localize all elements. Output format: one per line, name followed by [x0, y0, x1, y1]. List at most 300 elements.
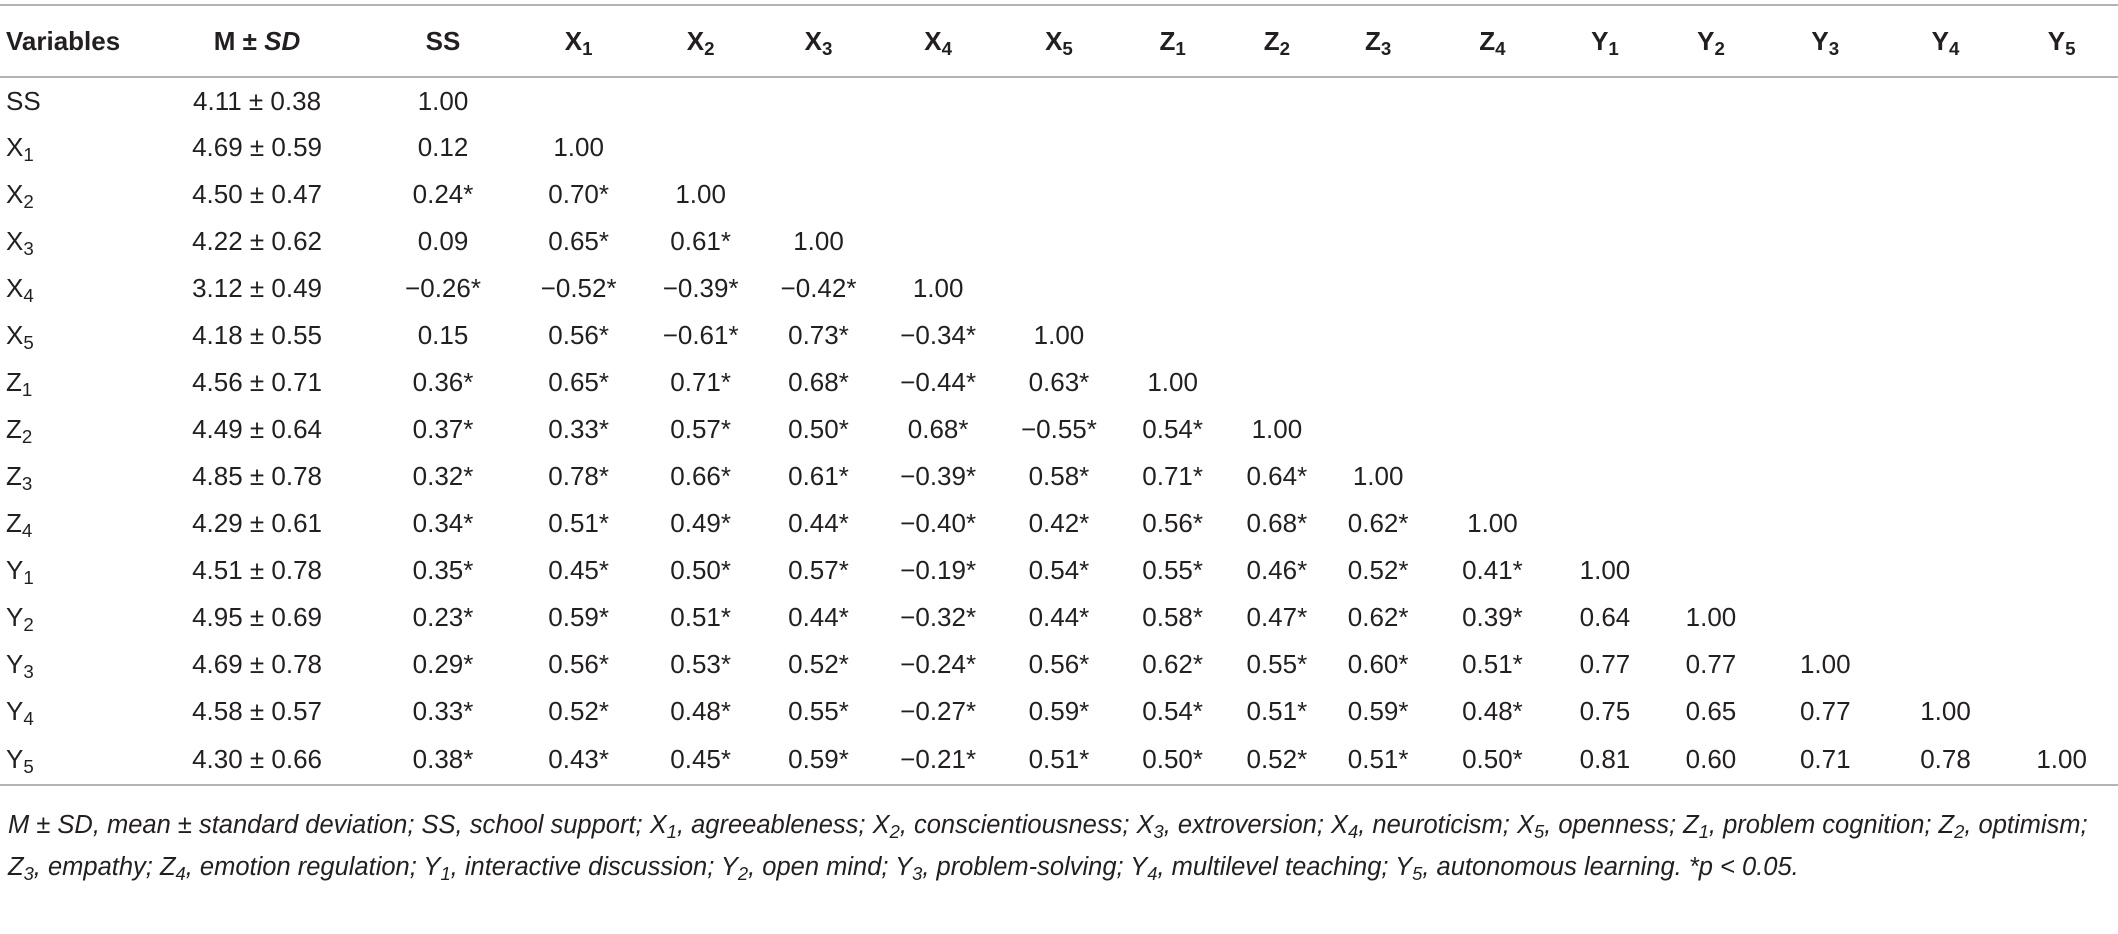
column-header-subscript: 1 — [1175, 37, 1186, 59]
variable-subscript: 1 — [23, 144, 34, 166]
correlation-cell: 0.65* — [548, 367, 609, 397]
empty-cell — [1765, 265, 1886, 312]
empty-cell — [1657, 500, 1765, 547]
empty-cell — [1657, 312, 1765, 359]
footnote-subscript: 3 — [912, 863, 923, 885]
table-body — [0, 77, 2118, 785]
empty-cell — [1765, 312, 1886, 359]
empty-cell — [1765, 124, 1886, 171]
correlation-cell: 0.60* — [1347, 649, 1409, 679]
row-variable-label — [0, 171, 147, 218]
empty-cell — [874, 171, 1002, 218]
correlation-cell: 0.51* — [1002, 735, 1116, 785]
correlation-cell: 0.59* — [1347, 696, 1409, 726]
correlation-cell: 0.56* — [1142, 508, 1204, 538]
variable-name: Y — [6, 696, 24, 726]
correlation-cell: 0.64* — [1246, 461, 1308, 491]
variable-subscript: 2 — [23, 614, 34, 636]
column-header-label: X — [804, 25, 822, 56]
empty-cell — [2005, 406, 2118, 453]
empty-cell — [2005, 641, 2118, 688]
mean-sd-cell: 4.30 ± 0.66 — [147, 735, 367, 785]
footnote-subscript: 3 — [1153, 821, 1164, 843]
variable-subscript: 1 — [23, 567, 34, 589]
row-variable-label — [0, 594, 147, 641]
column-header — [0, 5, 147, 77]
correlation-cell: 0.51* — [1462, 649, 1523, 679]
correlation-cell: 0.35* — [412, 555, 474, 585]
column-header — [874, 5, 1002, 77]
footnote-subscript: 2 — [1954, 821, 1965, 843]
correlation-cell: 0.73* — [788, 320, 849, 350]
correlation-cell: 1.00 — [1685, 602, 1737, 632]
correlation-cell: 0.51* — [1324, 735, 1432, 785]
correlation-cell: 0.81 — [1553, 735, 1657, 785]
empty-cell — [1765, 594, 1886, 641]
footnote-text: M ± SD, mean ± standard deviation; SS, school support; X — [8, 811, 667, 839]
column-header — [2005, 5, 2118, 77]
empty-cell — [1553, 312, 1657, 359]
empty-cell — [1553, 218, 1657, 265]
correlation-cell: 0.51* — [548, 508, 609, 538]
empty-cell — [1432, 312, 1553, 359]
empty-cell — [1886, 453, 2006, 500]
correlation-cell: −0.24* — [900, 649, 977, 679]
variable-subscript: 2 — [21, 426, 33, 448]
empty-cell — [763, 77, 874, 124]
mean-sd-cell: 4.58 ± 0.57 — [192, 696, 322, 726]
column-header-italic: SD — [264, 25, 301, 56]
column-header — [1553, 5, 1657, 77]
variable-name: Y — [6, 602, 24, 632]
correlation-cell: 0.34* — [412, 508, 474, 538]
correlation-cell: 0.55* — [1246, 649, 1308, 679]
empty-cell — [1765, 77, 1886, 124]
correlation-cell: −0.19* — [900, 555, 977, 585]
empty-cell — [1657, 171, 1765, 218]
empty-cell — [1002, 124, 1116, 171]
correlation-cell: 0.61* — [670, 226, 731, 256]
empty-cell — [1324, 124, 1432, 171]
column-header-subscript: 2 — [704, 37, 715, 59]
column-header-label: Y — [1591, 25, 1609, 56]
correlation-cell: 0.66* — [670, 461, 731, 491]
correlation-cell: 0.58* — [1028, 461, 1090, 491]
empty-cell — [1886, 265, 2006, 312]
correlation-cell: 0.50* — [1116, 735, 1230, 785]
empty-cell — [1886, 547, 2006, 594]
footnote-subscript: 1 — [440, 863, 451, 885]
footnote-text: , openness; Z — [1544, 811, 1699, 839]
correlation-cell: 0.39* — [1462, 602, 1523, 632]
correlation-cell: 0.48* — [1462, 696, 1523, 726]
empty-cell — [1657, 218, 1765, 265]
footnote-subscript: 3 — [23, 863, 34, 885]
empty-cell — [1765, 406, 1886, 453]
variable-name: Y — [6, 649, 24, 679]
correlation-cell: −0.61* — [662, 320, 739, 350]
footnote-subscript: 4 — [1147, 863, 1158, 885]
empty-cell — [1230, 171, 1325, 218]
row-variable-label — [0, 547, 147, 594]
empty-cell — [874, 218, 1002, 265]
column-header — [1230, 5, 1325, 77]
empty-cell — [2005, 500, 2118, 547]
variable-name: Y — [6, 555, 24, 585]
empty-cell — [1886, 218, 2006, 265]
column-header — [638, 5, 762, 77]
correlation-cell: 0.43* — [519, 735, 639, 785]
empty-cell — [1765, 171, 1886, 218]
mean-sd-cell: 4.18 ± 0.55 — [192, 320, 322, 350]
empty-cell — [1324, 265, 1432, 312]
variable-subscript: 1 — [21, 379, 33, 401]
mean-sd-cell: 4.11 ± 0.38 — [193, 85, 322, 116]
mean-sd-cell: 4.22 ± 0.62 — [192, 226, 322, 256]
row-variable-label — [0, 312, 147, 359]
empty-cell — [1553, 453, 1657, 500]
correlation-cell: 0.55* — [788, 696, 849, 726]
correlation-cell: 0.59* — [763, 735, 874, 785]
table-row — [0, 171, 2118, 218]
footnote-text: , conscientiousness; X — [899, 811, 1154, 839]
correlation-table — [0, 4, 2118, 786]
empty-cell — [1116, 124, 1230, 171]
empty-cell — [1230, 124, 1325, 171]
mean-sd-cell: 4.51 ± 0.78 — [192, 555, 322, 585]
column-header-subscript: 4 — [1948, 37, 1960, 59]
correlation-cell: 0.51* — [670, 602, 731, 632]
correlation-cell: 0.61* — [788, 461, 849, 491]
correlation-cell: 0.77 — [1685, 649, 1737, 679]
correlation-cell: 0.57* — [670, 414, 731, 444]
empty-cell — [1657, 265, 1765, 312]
column-header-subscript: 4 — [1495, 37, 1506, 59]
column-header-label: X — [564, 25, 583, 56]
table-row — [0, 735, 2118, 785]
correlation-cell: 0.37* — [412, 414, 474, 444]
table-row — [0, 77, 2118, 124]
correlation-cell: −0.27* — [900, 696, 977, 726]
header-row — [0, 5, 2118, 77]
table-row — [0, 265, 2118, 312]
footnote-text: , neuroticism; X — [1358, 811, 1534, 839]
column-header — [519, 5, 639, 77]
correlation-cell: −0.52* — [540, 273, 617, 303]
empty-cell — [1657, 77, 1765, 124]
correlation-cell: −0.42* — [780, 273, 857, 303]
correlation-cell: 0.54* — [1142, 414, 1204, 444]
mean-sd-cell: 4.85 ± 0.78 — [192, 461, 322, 491]
correlation-cell: 0.44* — [1028, 602, 1090, 632]
correlation-cell: 1.00 — [1147, 367, 1198, 397]
variable-subscript: 4 — [23, 708, 34, 730]
correlation-cell: 0.52* — [1347, 555, 1409, 585]
variable-name: SS — [6, 85, 41, 116]
correlation-cell: 0.62* — [1347, 602, 1409, 632]
column-header-subscript: 1 — [1608, 37, 1619, 59]
variable-name: Z — [6, 367, 22, 397]
footnote-text: , emotion regulation; Y — [185, 853, 441, 881]
empty-cell — [1553, 77, 1657, 124]
correlation-cell: 0.47* — [1246, 602, 1308, 632]
row-variable-label — [0, 406, 147, 453]
correlation-cell: 0.24* — [412, 179, 474, 209]
empty-cell — [1230, 312, 1325, 359]
column-header-subscript: 3 — [821, 37, 833, 59]
empty-cell — [1324, 77, 1432, 124]
correlation-cell: 0.49* — [670, 508, 731, 538]
correlation-cell: 0.60 — [1657, 735, 1765, 785]
correlation-cell: 1.00 — [1920, 696, 1971, 726]
mean-sd-cell: 4.69 ± 0.59 — [192, 132, 322, 162]
correlation-cell: 0.62* — [1347, 508, 1409, 538]
correlation-cell: 0.77 — [1799, 696, 1851, 726]
variable-subscript: 4 — [23, 285, 34, 307]
empty-cell — [2005, 77, 2118, 124]
column-header — [1002, 5, 1116, 77]
correlation-cell: 0.78* — [548, 461, 609, 491]
footnote-text: , autonomous learning. *p < 0.05. — [1422, 853, 1799, 881]
empty-cell — [1230, 77, 1325, 124]
correlation-cell: 0.65* — [548, 226, 609, 256]
column-header-label: Variables — [6, 25, 121, 56]
empty-cell — [1657, 453, 1765, 500]
correlation-cell: 0.51* — [1246, 696, 1308, 726]
column-header-subscript: 2 — [1714, 37, 1725, 59]
correlation-cell: 0.29* — [412, 649, 474, 679]
correlation-cell: 0.53* — [670, 649, 731, 679]
row-variable-label — [0, 124, 147, 171]
column-header — [1886, 5, 2006, 77]
empty-cell — [2005, 547, 2118, 594]
empty-cell — [1116, 218, 1230, 265]
empty-cell — [2005, 688, 2118, 735]
correlation-cell: 0.41* — [1462, 555, 1523, 585]
variable-name: Z — [6, 414, 22, 444]
row-variable-label — [0, 265, 147, 312]
correlation-cell: 0.56* — [1028, 649, 1090, 679]
column-header — [1432, 5, 1553, 77]
empty-cell — [1116, 265, 1230, 312]
correlation-cell: 1.00 — [793, 226, 844, 256]
empty-cell — [1886, 406, 2006, 453]
column-header-label: Z — [1159, 25, 1176, 56]
correlation-cell: 0.59* — [548, 602, 609, 632]
correlation-cell: 1.00 — [417, 85, 469, 116]
empty-cell — [1553, 124, 1657, 171]
empty-cell — [1886, 359, 2006, 406]
correlation-cell: 0.09 — [417, 226, 469, 256]
table-row — [0, 124, 2118, 171]
correlation-cell: 0.38* — [367, 735, 519, 785]
empty-cell — [1116, 312, 1230, 359]
correlation-cell: 0.50* — [788, 414, 849, 444]
correlation-cell: −0.44* — [900, 367, 977, 397]
empty-cell — [2005, 171, 2118, 218]
correlation-cell: 0.44* — [788, 508, 849, 538]
empty-cell — [1230, 218, 1325, 265]
correlation-cell: 0.71* — [1142, 461, 1204, 491]
variable-name: X — [6, 273, 24, 303]
row-variable-label — [0, 218, 147, 265]
empty-cell — [1432, 124, 1553, 171]
mean-sd-cell: 4.69 ± 0.78 — [192, 649, 322, 679]
empty-cell — [1553, 406, 1657, 453]
column-header — [763, 5, 874, 77]
correlation-cell: 0.68* — [907, 414, 969, 444]
empty-cell — [1657, 547, 1765, 594]
column-header-label: Y — [2047, 25, 2066, 56]
footnote-text: , multilevel teaching; Y — [1157, 853, 1413, 881]
footnote-subscript: 5 — [1412, 863, 1423, 885]
empty-cell — [2005, 453, 2118, 500]
empty-cell — [1657, 406, 1765, 453]
column-header-label: SS — [425, 25, 461, 56]
correlation-cell: 0.64 — [1579, 602, 1631, 632]
correlation-cell: −0.32* — [900, 602, 977, 632]
variable-subscript: 4 — [21, 520, 33, 542]
column-header — [1657, 5, 1765, 77]
empty-cell — [1886, 77, 2006, 124]
row-variable-label — [0, 688, 147, 735]
empty-cell — [1432, 171, 1553, 218]
empty-cell — [1765, 359, 1886, 406]
column-header-subscript: 3 — [1380, 37, 1392, 59]
variable-subscript: 3 — [21, 473, 33, 495]
variable-name: X — [6, 320, 24, 350]
correlation-cell: 0.58* — [1142, 602, 1204, 632]
column-header-label: Y — [1931, 25, 1949, 56]
correlation-cell: 1.00 — [2005, 735, 2118, 785]
column-header — [147, 5, 367, 77]
correlation-cell: 0.63* — [1028, 367, 1090, 397]
empty-cell — [1324, 218, 1432, 265]
column-header-label: Z — [1263, 25, 1280, 56]
empty-cell — [1657, 359, 1765, 406]
column-header-subscript: 4 — [941, 37, 952, 59]
empty-cell — [1002, 171, 1116, 218]
empty-cell — [1765, 218, 1886, 265]
empty-cell — [1886, 594, 2006, 641]
footnote-text: , extroversion; X — [1163, 811, 1349, 839]
table-row — [0, 594, 2118, 641]
footnote-subscript: 1 — [666, 821, 677, 843]
table-row — [0, 406, 2118, 453]
correlation-cell: −0.21* — [874, 735, 1002, 785]
empty-cell — [2005, 359, 2118, 406]
empty-cell — [874, 77, 1002, 124]
empty-cell — [2005, 312, 2118, 359]
correlation-cell: 0.50* — [1432, 735, 1553, 785]
footnote-text: , interactive discussion; Y — [450, 853, 738, 881]
correlation-cell: 0.12 — [417, 132, 469, 162]
column-header-subscript: 1 — [582, 37, 593, 59]
correlation-cell: 0.52* — [1230, 735, 1325, 785]
correlation-cell: 0.62* — [1142, 649, 1204, 679]
correlation-cell: 0.54* — [1142, 696, 1204, 726]
variable-name: X — [6, 179, 24, 209]
correlation-cell: 0.78 — [1886, 735, 2006, 785]
empty-cell — [1324, 406, 1432, 453]
footnote-subscript: 4 — [1348, 821, 1359, 843]
footnote-text: , open mind; Y — [748, 853, 913, 881]
mean-sd-cell: 3.12 ± 0.49 — [192, 273, 322, 303]
correlation-cell: −0.55* — [1020, 414, 1097, 444]
empty-cell — [1765, 500, 1886, 547]
column-header-label: Z — [1364, 25, 1381, 56]
empty-cell — [1116, 171, 1230, 218]
correlation-cell: 0.33* — [548, 414, 609, 444]
column-header-subscript: 3 — [1828, 37, 1840, 59]
correlation-cell: 0.45* — [638, 735, 762, 785]
footnote-subscript: 1 — [1698, 821, 1709, 843]
footnote-text: , agreeableness; X — [676, 811, 890, 839]
empty-cell — [2005, 218, 2118, 265]
empty-cell — [1002, 77, 1116, 124]
variable-subscript: 5 — [23, 332, 34, 354]
table-row — [0, 500, 2118, 547]
correlation-cell: 1.00 — [1467, 508, 1518, 538]
table-row — [0, 359, 2118, 406]
empty-cell — [1432, 406, 1553, 453]
correlation-cell: 0.75 — [1579, 696, 1631, 726]
correlation-cell: 0.52* — [548, 696, 609, 726]
variable-subscript: 3 — [23, 661, 34, 683]
table-header — [0, 5, 2118, 77]
column-header — [367, 5, 519, 77]
mean-sd-cell: 4.56 ± 0.71 — [192, 367, 322, 397]
correlation-cell: 0.65 — [1685, 696, 1737, 726]
variable-name: X — [6, 226, 24, 256]
correlation-cell: 0.77 — [1579, 649, 1631, 679]
footnote-text: , problem-solving; Y — [922, 853, 1148, 881]
empty-cell — [874, 124, 1002, 171]
footnote-text: , problem cognition; Z — [1708, 811, 1955, 839]
column-header-label: Z — [1479, 25, 1496, 56]
correlation-cell: 0.54* — [1028, 555, 1090, 585]
correlation-cell: 1.00 — [912, 273, 964, 303]
footnote-text: , empathy; Z — [33, 853, 176, 881]
empty-cell — [1230, 265, 1325, 312]
row-variable-label — [0, 359, 147, 406]
column-header-label: M ± — [213, 25, 265, 56]
correlation-cell: 0.57* — [788, 555, 849, 585]
empty-cell — [638, 124, 762, 171]
footnote-subscript: 4 — [175, 863, 186, 885]
column-header-label: Y — [1697, 25, 1715, 56]
column-header — [1116, 5, 1230, 77]
correlation-cell: 0.59* — [1028, 696, 1090, 726]
correlation-cell: 0.23* — [412, 602, 474, 632]
mean-sd-cell: 4.50 ± 0.47 — [192, 179, 322, 209]
column-header — [1324, 5, 1432, 77]
column-header-label: X — [1045, 25, 1063, 56]
empty-cell — [638, 77, 762, 124]
correlation-cell: 0.45* — [548, 555, 609, 585]
empty-cell — [763, 171, 874, 218]
column-header-subscript: 5 — [1062, 37, 1073, 59]
column-header-label: X — [686, 25, 705, 56]
variable-name: Z — [6, 461, 22, 491]
empty-cell — [1765, 547, 1886, 594]
correlation-cell: 1.00 — [1033, 320, 1085, 350]
table-row — [0, 453, 2118, 500]
correlation-cell: 1.00 — [675, 179, 726, 209]
empty-cell — [1886, 171, 2006, 218]
table-footnote — [8, 804, 2108, 888]
correlation-cell: 0.70* — [548, 179, 609, 209]
